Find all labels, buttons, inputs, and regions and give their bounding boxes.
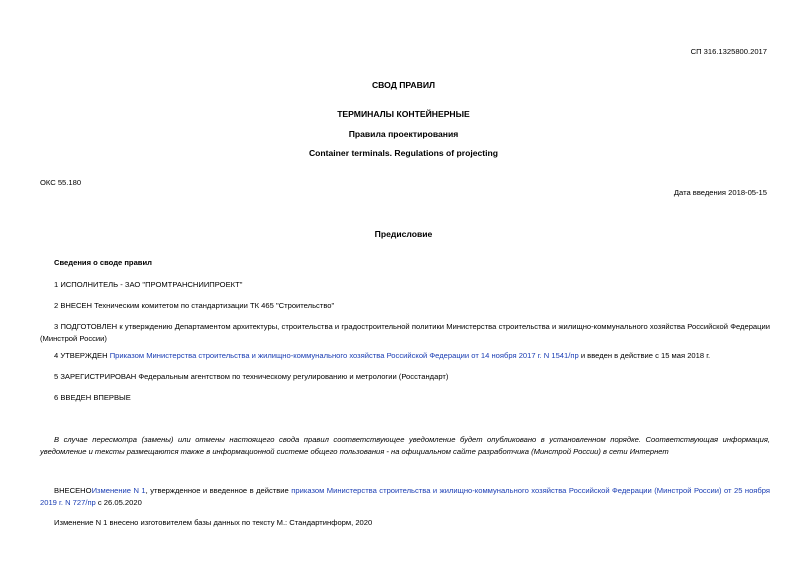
- item-2: 2 ВНЕСЕН Техническим комитетом по стандартизации ТК 465 "Строительство": [54, 301, 335, 310]
- info-heading: Сведения о своде правил: [54, 258, 152, 267]
- item-4: [40, 350, 770, 362]
- order-link[interactable]: Приказом Министерства строительства и жилищно-коммунального хозяйства Российской Федерации от 14 ноября 2017 г. N 1541/пр: [109, 351, 579, 360]
- doc-title: СВОД ПРАВИЛ: [371, 80, 436, 90]
- doc-name-ru: ТЕРМИНАЛЫ КОНТЕЙНЕРНЫЕ: [337, 109, 470, 119]
- amendment-link[interactable]: Изменение N 1: [91, 486, 146, 495]
- item-4-suffix: и введен в действие с 15 мая 2018 г.: [578, 351, 711, 360]
- amendment-note: [40, 485, 770, 509]
- amendment-source-note: Изменение N 1 внесено изготовителем базы данных по тексту М.: Стандартинформ, 2020: [54, 518, 373, 527]
- amendment-order-link[interactable]: приказом Министерства строительства и жилищно-коммунального хозяйства Российской Федерации (Минстрой России) от 25 ноября 2019 г. N 727/пр: [40, 486, 771, 507]
- intro-date: Дата введения 2018-05-15: [673, 188, 767, 197]
- item-6: 6 ВВЕДЕН ВПЕРВЫЕ: [54, 393, 131, 402]
- doc-name-en: Container terminals. Regulations of projecting: [308, 148, 499, 158]
- amend-suffix: с 26.05.2020: [95, 498, 142, 507]
- preface-heading: Предисловие: [374, 229, 433, 239]
- doc-subtitle-ru: Правила проектирования: [348, 129, 459, 139]
- doc-code: СП 316.1325800.2017: [690, 47, 767, 56]
- item-4-prefix: 4 УТВЕРЖДЕН: [54, 351, 110, 360]
- oks-code: ОКС 55.180: [40, 178, 82, 187]
- item-5: 5 ЗАРЕГИСТРИРОВАН Федеральным агентством по техническому регулированию и метрологии (Росстандарт): [54, 372, 449, 381]
- item-3: 3 ПОДГОТОВЛЕН к утверждению Департаментом архитектуры, строительства и градостроительной политики Министерства строительства и жилищно-коммунального хозяйства Российской Федерации (Минстрой России): [40, 322, 770, 343]
- item-1: 1 ИСПОЛНИТЕЛЬ - ЗАО "ПРОМТРАНСНИИПРОЕКТ": [54, 280, 243, 289]
- amend-middle: , утвержденное и введенное в действие: [145, 486, 292, 495]
- revision-notice: В случае пересмотра (замены) или отмены настоящего свода правил соответствующее уведомление будет опубликовано в установленном порядке. Соответствующая информация, уведомление и тексты размещаются также в информационной системе общего пользования - на официальном сайте разработчика (Минстрой России) в сети Интернет: [40, 435, 770, 456]
- amend-prefix: ВНЕСЕНО: [54, 486, 92, 495]
